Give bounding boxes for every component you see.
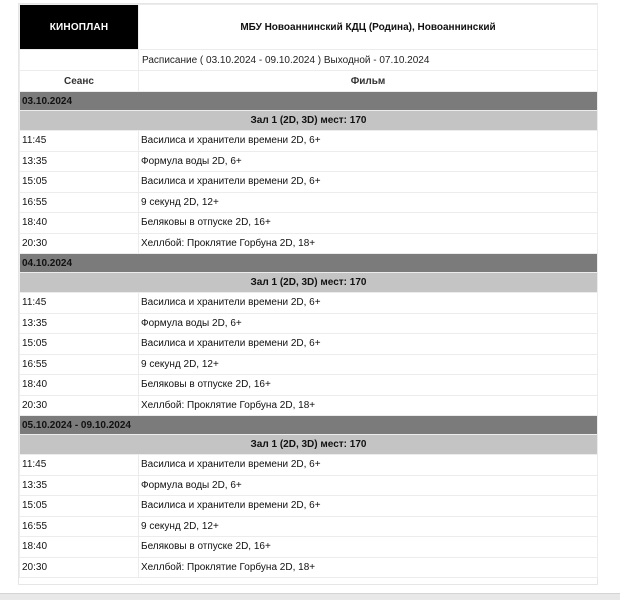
film-title[interactable]: Хеллбой: Проклятие Горбуна 2D, 18+ [139,395,598,416]
session-time: 16:55 [20,354,139,375]
session-time: 15:05 [20,172,139,193]
date-row [20,416,598,435]
kinoplan-logo[interactable]: КИНОПЛАН [20,5,139,50]
period-empty-cell [20,50,139,71]
session-time: 15:05 [20,496,139,517]
session-time: 18:40 [20,213,139,234]
film-title[interactable]: Формула воды 2D, 6+ [139,475,598,496]
hall-label: Зал 1 (2D, 3D) мест: 170 [20,111,598,131]
film-title[interactable]: Формула воды 2D, 6+ [139,151,598,172]
session-row [20,151,598,172]
film-title[interactable]: Василиса и хранители времени 2D, 6+ [139,496,598,517]
hall-row [20,111,598,131]
session-row [20,395,598,416]
session-row [20,496,598,517]
hall-row [20,435,598,455]
film-title[interactable]: 9 секунд 2D, 12+ [139,192,598,213]
film-title[interactable]: Василиса и хранители времени 2D, 6+ [139,131,598,152]
session-row [20,213,598,234]
date-label: 05.10.2024 - 09.10.2024 [20,416,598,435]
column-header-film: Фильм [139,71,598,92]
session-time: 20:30 [20,395,139,416]
session-time: 13:35 [20,475,139,496]
column-header-session: Сеанс [20,71,139,92]
film-title[interactable]: Василиса и хранители времени 2D, 6+ [139,293,598,314]
session-row [20,516,598,537]
film-title[interactable]: Василиса и хранители времени 2D, 6+ [139,455,598,476]
date-label: 03.10.2024 [20,92,598,111]
period-row [20,50,598,71]
film-title[interactable]: Беляковы в отпуске 2D, 16+ [139,375,598,396]
session-row [20,313,598,334]
hall-label: Зал 1 (2D, 3D) мест: 170 [20,273,598,293]
date-row [20,254,598,273]
header-row [20,5,598,50]
session-time: 11:45 [20,131,139,152]
session-time: 11:45 [20,293,139,314]
session-row [20,334,598,355]
film-title[interactable]: Беляковы в отпуске 2D, 16+ [139,213,598,234]
hall-label: Зал 1 (2D, 3D) мест: 170 [20,435,598,455]
session-time: 11:45 [20,455,139,476]
column-header-row [20,71,598,92]
session-time: 13:35 [20,313,139,334]
session-row [20,375,598,396]
session-time: 18:40 [20,537,139,558]
session-row [20,172,598,193]
cinema-title: МБУ Новоаннинский КДЦ (Родина), Новоаннинский [139,5,598,50]
date-label: 04.10.2024 [20,254,598,273]
film-title[interactable]: Василиса и хранители времени 2D, 6+ [139,172,598,193]
session-time: 13:35 [20,151,139,172]
schedule-period: Расписание ( 03.10.2024 - 09.10.2024 ) Выходной - 07.10.2024 [139,50,598,71]
date-row [20,92,598,111]
film-title[interactable]: Хеллбой: Проклятие Горбуна 2D, 18+ [139,233,598,254]
session-row [20,192,598,213]
film-title[interactable]: Василиса и хранители времени 2D, 6+ [139,334,598,355]
film-title[interactable]: 9 секунд 2D, 12+ [139,354,598,375]
session-time: 20:30 [20,557,139,578]
session-time: 15:05 [20,334,139,355]
session-time: 16:55 [20,192,139,213]
film-title[interactable]: Формула воды 2D, 6+ [139,313,598,334]
film-title[interactable]: Беляковы в отпуске 2D, 16+ [139,537,598,558]
session-row [20,475,598,496]
session-time: 16:55 [20,516,139,537]
session-row [20,233,598,254]
schedule-table [19,4,598,578]
session-time: 20:30 [20,233,139,254]
hall-row [20,273,598,293]
session-row [20,557,598,578]
session-row [20,293,598,314]
film-title[interactable]: Хеллбой: Проклятие Горбуна 2D, 18+ [139,557,598,578]
session-time: 18:40 [20,375,139,396]
session-row [20,354,598,375]
session-row [20,455,598,476]
session-row [20,131,598,152]
film-title[interactable]: 9 секунд 2D, 12+ [139,516,598,537]
session-row [20,537,598,558]
